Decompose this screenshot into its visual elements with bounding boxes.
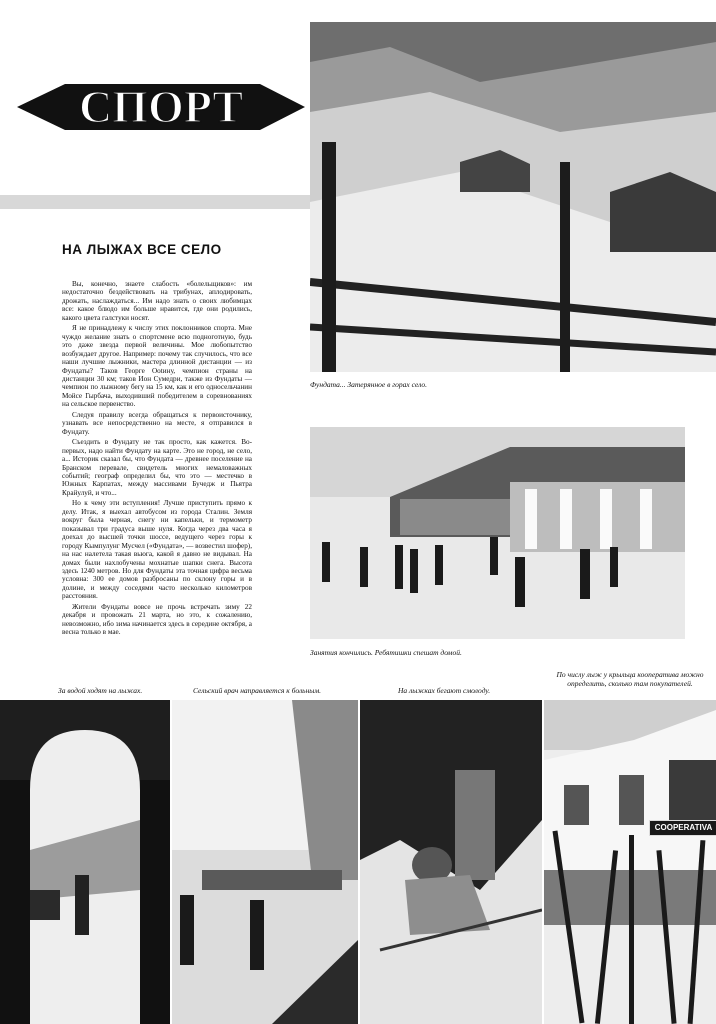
child-photo <box>360 700 542 1024</box>
article-body <box>62 280 252 639</box>
sport-masthead-logo <box>15 72 307 142</box>
doctor-photo <box>172 700 358 1024</box>
article-headline: НА ЛЫЖАХ ВСЕ СЕЛО <box>62 242 222 257</box>
article-paragraph: Я не принадлежу к числу этих поклонников спорта. Мне чуждо желание знать о спортсмене всю подноготную, будь это даже звезда первой величины. Мое любопытство возбуждает другое. Например: почему так случилось, что все наши лучшие лыжники, мастера длинной дистанции — из Фундаты? Таков Георге Ootину, чемпион страны на дистанции 30 км; таков Ион Сумедри, также из Фундаты — чемпион по лыжному бегу на 15 км, как и его односельчанин Мойсе Гырбача, выходивший победителем в соревнованиях на сельское первенство. <box>62 324 252 409</box>
school-caption: Занятия кончились. Ребятишки спешат домой. <box>310 648 462 657</box>
child-caption: На лыжках бегают смолоду. <box>398 686 491 695</box>
coop-caption: По числу лыж у крыльца кооператива можно определить, сколько там покупателей. <box>556 670 704 688</box>
masthead-band <box>0 195 310 209</box>
article-paragraph: Вы, конечно, знаете слабость «болельщиков»: им недостаточно бездействовать на трибунах, аплодировать, дрожать, наслаждаться... Им надо знать о своих любимцах все: какое блюдо им больше нравится, где они родились, какого цвета галстуки носят. <box>62 280 252 322</box>
village-caption: Фундата... Затерянное в горах село. <box>310 380 427 389</box>
village-photo <box>310 22 716 372</box>
water-photo <box>0 700 170 1024</box>
article-paragraph: Съездить в Фундату не так просто, как кажется. Во-первых, надо найти Фундату на карте. Это не город, не село, а... Историк сказал бы, что Фундата — древнее поселение на Бранском перевале, свидетель многих немаловажных событий; географ определил бы, что это — местечко в Южных Карпатах, между массивами Бучедж и Пьятра Крайулуй, и что... <box>62 438 252 497</box>
school-photo <box>310 427 685 639</box>
cooperativa-sign: COOPERATIVA <box>649 820 716 836</box>
article-paragraph: Жители Фундаты вовсе не прочь встречать зиму 22 декабря и провожать 21 марта, но это, к сожалению, невозможно, ибо зима начинается здесь в середине октября, а весна только в мае. <box>62 602 252 637</box>
water-caption: За водой ходят на лыжах. <box>58 686 143 695</box>
article-paragraph: Следуя правилу всегда обращаться к первоисточнику, узнавать все непосредственно на месте, я отправился в Фундату. <box>62 410 252 436</box>
doctor-caption: Сельский врач направляется к больным. <box>193 686 322 695</box>
masthead-title: СПОРТ <box>78 81 244 132</box>
article-paragraph: Но к чему эти вступления! Лучше приступить прямо к делу. Итак, я выехал автобусом из города Сталин. Земля вокруг была черная, снегу ни капельки, и термометр показывал три градуса выше нуля. Когда через два часа я доехал до высшей точки шоссе, ведущего через горы к городу Кымпулунг Мусчел («Фундата», — возвестил шофер), на нас налетела такая вьюга, какой я давно не видывал. На домах были нахлобучены мохнатые шапки снега. Высота здесь 1240 метров. Но для Фундаты эта точная цифра весьма условна: 300 ее домов разбросаны по склону горы и в долине, и между соседями часто несколько километров расстояния. <box>62 499 252 601</box>
coop-photo <box>544 700 716 1024</box>
